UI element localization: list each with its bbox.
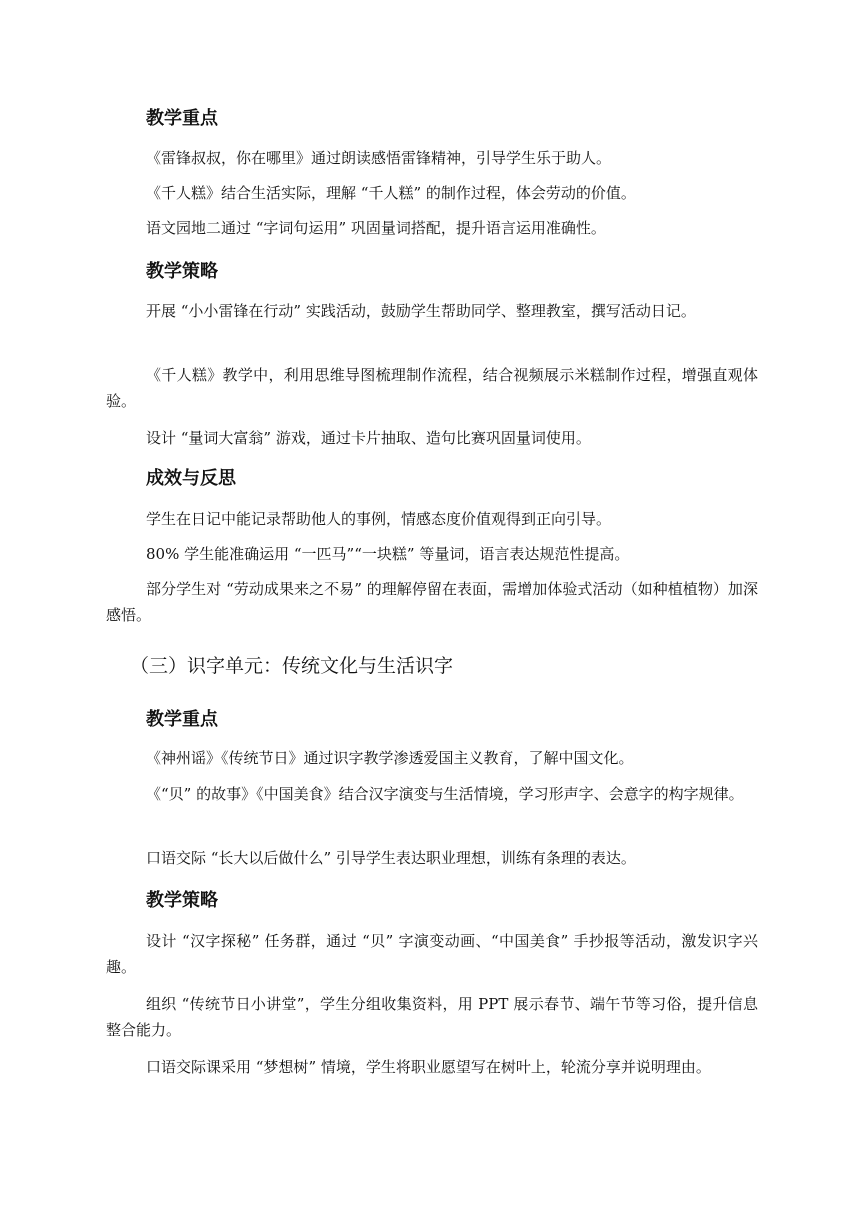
section-heading-teaching-strategy: 教学策略 [146,890,218,911]
paragraph: 语文园地二通过 “字词句运用” 巩固量词搭配，提升语言运用准确性。 [146,219,606,237]
paragraph: 部分学生对 “劳动成果来之不易” 的理解停留在表面，需增加体验式活动（如种植植物）加深感悟。 [106,580,758,624]
paragraph: 《雷锋叔叔，你在哪里》通过朗读感悟雷锋精神，引导学生乐于助人。 [146,149,612,167]
paragraph: 口语交际课采用 “梦想树” 情境，学生将职业愿望写在树叶上，轮流分享并说明理由。 [146,1058,711,1076]
paragraph: 80% 学生能准确运用 “一匹马”“一块糕” 等量词，语言表达规范性提高。 [146,545,630,563]
paragraph: 《千人糕》结合生活实际，理解 “千人糕” 的制作过程，体会劳动的价值。 [146,184,636,202]
paragraph: 《神州谣》《传统节日》通过识字教学渗透爱国主义教育，了解中国文化。 [146,749,634,767]
paragraph: 设计 “汉字探秘” 任务群，通过 “贝” 字演变动画、“中国美食” 手抄报等活动，激发识字兴趣。 [106,932,758,976]
section-heading-teaching-strategy: 教学策略 [146,261,218,282]
paragraph: 学生在日记中能记录帮助他人的事例，情感态度价值观得到正向引导。 [146,510,612,528]
paragraph: 《“贝” 的故事》《中国美食》结合汉字演变与生活情境，学习形声字、会意字的构字规律。 [146,785,744,803]
paragraph: 开展 “小小雷锋在行动” 实践活动，鼓励学生帮助同学、整理教室，撰写活动日记。 [146,302,696,320]
paragraph: 《千人糕》教学中，利用思维导图梳理制作流程，结合视频展示米糕制作过程，增强直观体验。 [106,366,758,410]
paragraph: 设计 “量词大富翁” 游戏，通过卡片抽取、造句比赛巩固量词使用。 [146,429,591,447]
paragraph: 口语交际 “长大以后做什么” 引导学生表达职业理想，训练有条理的表达。 [146,849,636,867]
section-heading-results: 成效与反思 [146,468,236,489]
section-heading-teaching-focus: 教学重点 [146,108,218,129]
paragraph: 组织 “传统节日小讲堂”，学生分组收集资料，用 PPT 展示春节、端午节等习俗，提升信息整合能力。 [106,995,758,1039]
section-heading-teaching-focus: 教学重点 [146,709,218,730]
chapter-title: （三）识字单元：传统文化与生活识字 [130,655,454,677]
